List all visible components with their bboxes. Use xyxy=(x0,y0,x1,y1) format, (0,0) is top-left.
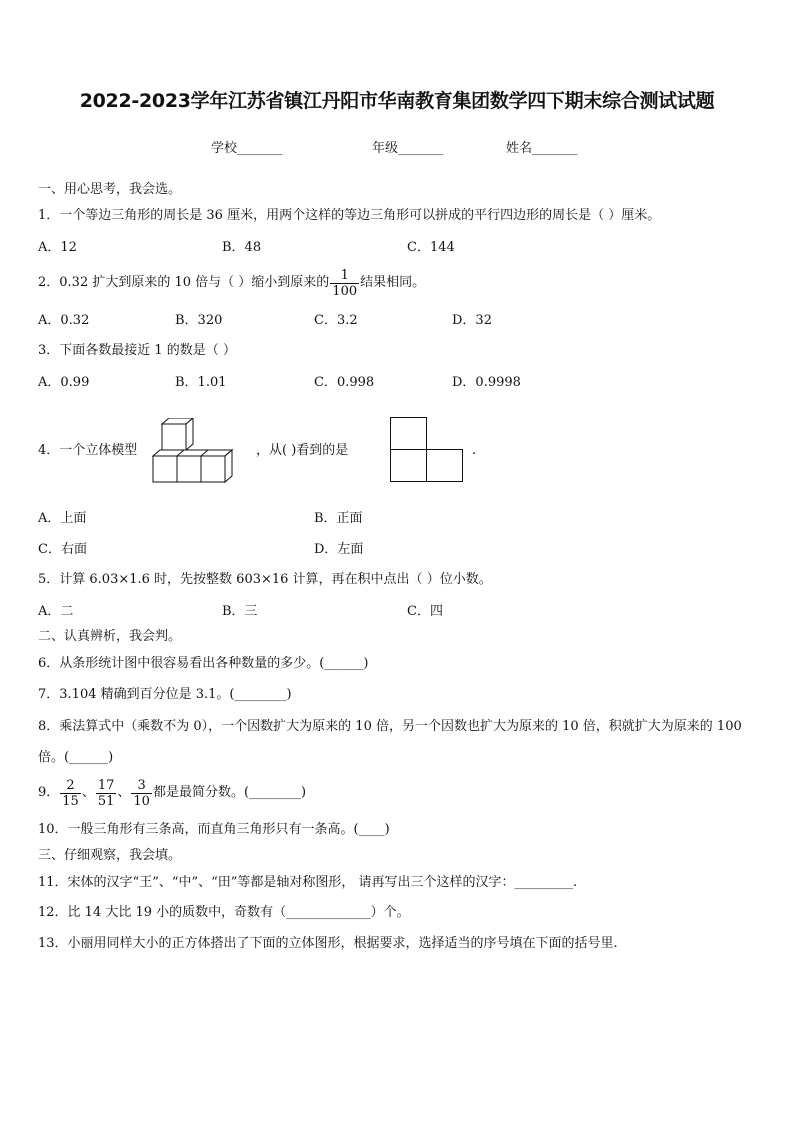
q9-f2-denominator: 51 xyxy=(97,793,115,809)
question-12: 12．比 14 大比 19 小的质数中，奇数有（_____________）个。 xyxy=(38,905,410,920)
question-8-line-2: 倍。(______) xyxy=(38,750,114,765)
bottom-cube-1 xyxy=(153,456,177,482)
question-2 xyxy=(38,266,425,300)
question-13: 13．小丽用同样大小的正方体搭出了下面的立体图形，根据要求，选择适当的序号填在下面的括号里. xyxy=(38,936,618,951)
name-field: 姓名_______ xyxy=(506,141,578,156)
bottom-cube-3 xyxy=(201,456,225,482)
section-2-heading: 二、认真辨析，我会判。 xyxy=(38,629,182,644)
q2-option-c: C．3.2 xyxy=(314,313,358,328)
q9-f2-numerator: 17 xyxy=(97,777,115,793)
question-11: 11．宋体的汉字“王”、“中”、“田”等都是轴对称图形， 请再写出三个这样的汉字：_________. xyxy=(38,875,578,890)
q2-option-b: B．320 xyxy=(175,313,223,328)
question-10: 10．一般三角形有三条高，而直角三角形只有一条高。(____) xyxy=(38,822,390,837)
q3-option-d: D．0.9998 xyxy=(452,375,521,390)
bottom-cube-2 xyxy=(177,456,201,482)
q9-separator: 、 xyxy=(81,785,95,800)
q9-separator: 、 xyxy=(117,785,131,800)
question-4-text-mid: ，从( )看到的是 xyxy=(256,443,349,458)
question-9 xyxy=(38,773,306,813)
q2-fraction-numerator: 1 xyxy=(330,268,359,284)
q4-option-a: A．上面 xyxy=(38,511,87,526)
view-square-bottom-right xyxy=(427,450,463,482)
q9-fraction-2 xyxy=(96,778,117,809)
q2-option-a: A．0.32 xyxy=(38,313,90,328)
q3-option-a: A．0.99 xyxy=(38,375,90,390)
q2-text-pre: 2．0.32 扩大到原来的 10 倍与（ ）缩小到原来的 xyxy=(38,275,330,290)
top-cube-face-side xyxy=(186,418,193,450)
school-field: 学校_______ xyxy=(211,141,283,156)
question-6: 6．从条形统计图中很容易看出各种数量的多少。(______) xyxy=(38,656,369,671)
question-5: 5．计算 6.03×1.6 时，先按整数 603×16 计算，再在积中点出（ ）位小数。 xyxy=(38,572,492,587)
q3-option-b: B．1.01 xyxy=(175,375,227,390)
question-3: 3．下面各数最接近 1 的数是（ ） xyxy=(38,343,236,358)
bottom-row-top xyxy=(153,450,232,456)
view-square-bottom-left xyxy=(391,450,427,482)
q5-option-b: B．三 xyxy=(222,604,258,619)
question-4-text: 4．一个立体模型 xyxy=(38,443,138,458)
q4-option-b: B．正面 xyxy=(314,511,363,526)
q9-f3-numerator: 3 xyxy=(131,778,152,794)
q9-fraction-3 xyxy=(131,778,152,809)
top-cube-face-front xyxy=(162,424,186,450)
q1-option-a: A．12 xyxy=(38,240,77,255)
question-4-end: . xyxy=(472,443,477,458)
page-title: 2022-2023学年江苏省镇江丹阳市华南教育集团数学四下期末综合测试试题 xyxy=(79,90,715,112)
q1-option-c: C．144 xyxy=(407,240,455,255)
q2-fraction xyxy=(330,268,359,299)
view-square-top xyxy=(391,418,427,450)
question-1: 1．一个等边三角形的周长是 36 厘米，用两个这样的等边三角形可以拼成的平行四边形的周长是（ ）厘米。 xyxy=(38,208,661,223)
q9-f1-numerator: 2 xyxy=(60,778,81,794)
q4-option-c: C．右面 xyxy=(38,542,87,557)
q9-f3-denominator: 10 xyxy=(133,793,150,809)
q9-text-post: 都是最简分数。(________) xyxy=(152,785,307,800)
bottom-row-side xyxy=(225,450,232,482)
q3-option-c: C．0.998 xyxy=(314,375,375,390)
q5-option-c: C．四 xyxy=(407,604,443,619)
section-3-heading: 三、仔细观察，我会填。 xyxy=(38,848,182,863)
q9-number: 9． xyxy=(38,785,60,800)
question-7: 7．3.104 精确到百分位是 3.1。(________) xyxy=(38,687,292,702)
q2-fraction-denominator: 100 xyxy=(332,283,358,299)
q9-fraction-1 xyxy=(60,778,81,809)
q9-f1-denominator: 15 xyxy=(62,793,79,809)
question-8-line-1: 8．乘法算式中（乘数不为 0），一个因数扩大为原来的 10 倍，另一个因数也扩大为原来的 10 倍，积就扩大为原来的 100 xyxy=(38,719,742,734)
q4-option-d: D．左面 xyxy=(314,542,364,557)
cube-model-figure xyxy=(150,418,245,486)
q2-text-post: 结果相同。 xyxy=(360,275,426,290)
view-shape-figure xyxy=(389,416,465,484)
grade-field: 年级_______ xyxy=(372,141,444,156)
q1-option-b: B．48 xyxy=(222,240,262,255)
section-1-heading: 一、用心思考，我会选。 xyxy=(38,182,182,197)
q5-option-a: A．二 xyxy=(38,604,74,619)
q2-option-d: D．32 xyxy=(452,313,492,328)
